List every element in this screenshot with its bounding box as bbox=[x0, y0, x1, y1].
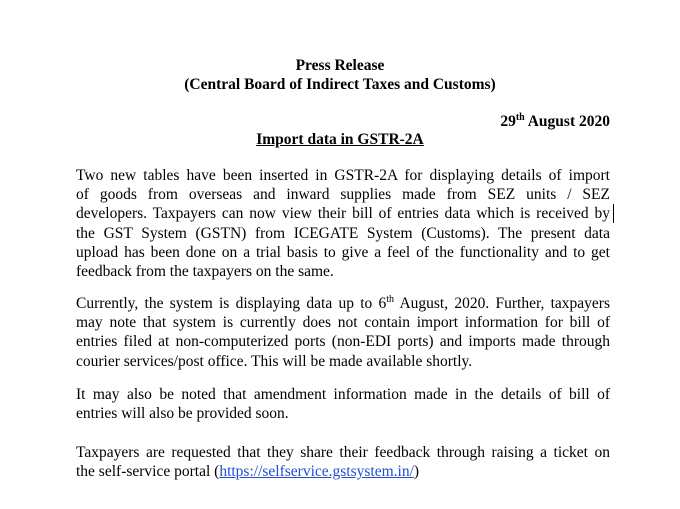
paragraph-1-line: developers. Taxpayers can now view their bill of entries data which is received by bbox=[76, 205, 610, 223]
paragraph-2 bbox=[76, 294, 610, 371]
release-date bbox=[500, 112, 610, 131]
paragraph-2-line1-start: Currently, the system is displaying data up to 6 bbox=[76, 295, 387, 312]
paragraph-1-line: upload has been done on a trial basis to give a feel of the functionality and to get bbox=[76, 243, 610, 261]
paragraph-3-line: It may also be noted that amendment information made in the details of bill of bbox=[76, 386, 610, 403]
paragraph-3 bbox=[76, 385, 610, 423]
paragraph-2-line1-end: August, 2020. Further, taxpayers bbox=[394, 295, 610, 312]
paragraph-3-line: entries will also be provided soon. bbox=[76, 405, 289, 423]
self-service-portal-link[interactable]: https://selfservice.gstsystem.in/ bbox=[219, 463, 414, 481]
paragraph-4-line bbox=[76, 462, 610, 481]
paragraph-1 bbox=[76, 166, 610, 281]
paragraph-4-line: Taxpayers are requested that they share their feedback through raising a ticket on bbox=[76, 444, 610, 461]
text-cursor bbox=[613, 204, 614, 223]
paragraph-2-line: may note that system is currently does not contain import information for bill of bbox=[76, 314, 610, 332]
date-suffix: th bbox=[515, 111, 525, 123]
document-heading: Import data in GSTR-2A bbox=[256, 131, 424, 148]
date-day: 29 bbox=[500, 113, 516, 130]
paragraph-4-line2-end: ) bbox=[413, 463, 420, 481]
paragraph-2-line: courier services/post office. This will be made available shortly. bbox=[76, 352, 473, 370]
paragraph-1-line: feedback from the taxpayers on the same. bbox=[76, 262, 334, 280]
paragraph-4-line2-start: the self-service portal ( bbox=[76, 463, 220, 481]
paragraph-1-line: of goods from overseas and inward supplies made from SEZ units / SEZ bbox=[76, 186, 610, 204]
paragraph-4 bbox=[76, 443, 610, 481]
press-release-title: Press Release bbox=[295, 57, 385, 74]
paragraph-2-line: entries filed at non-computerized ports (non-EDI ports) and imports made through bbox=[76, 333, 610, 351]
press-release-subtitle: (Central Board of Indirect Taxes and Customs) bbox=[184, 76, 496, 93]
date-rest: August 2020 bbox=[524, 113, 610, 130]
paragraph-1-line: the GST System (GSTN) from ICEGATE System (Customs). The present data bbox=[76, 224, 610, 242]
paragraph-2-superscript: th bbox=[386, 293, 395, 305]
paragraph-1-line: Two new tables have been inserted in GSTR-2A for displaying details of import bbox=[76, 167, 610, 184]
paragraph-2-line bbox=[76, 294, 610, 313]
